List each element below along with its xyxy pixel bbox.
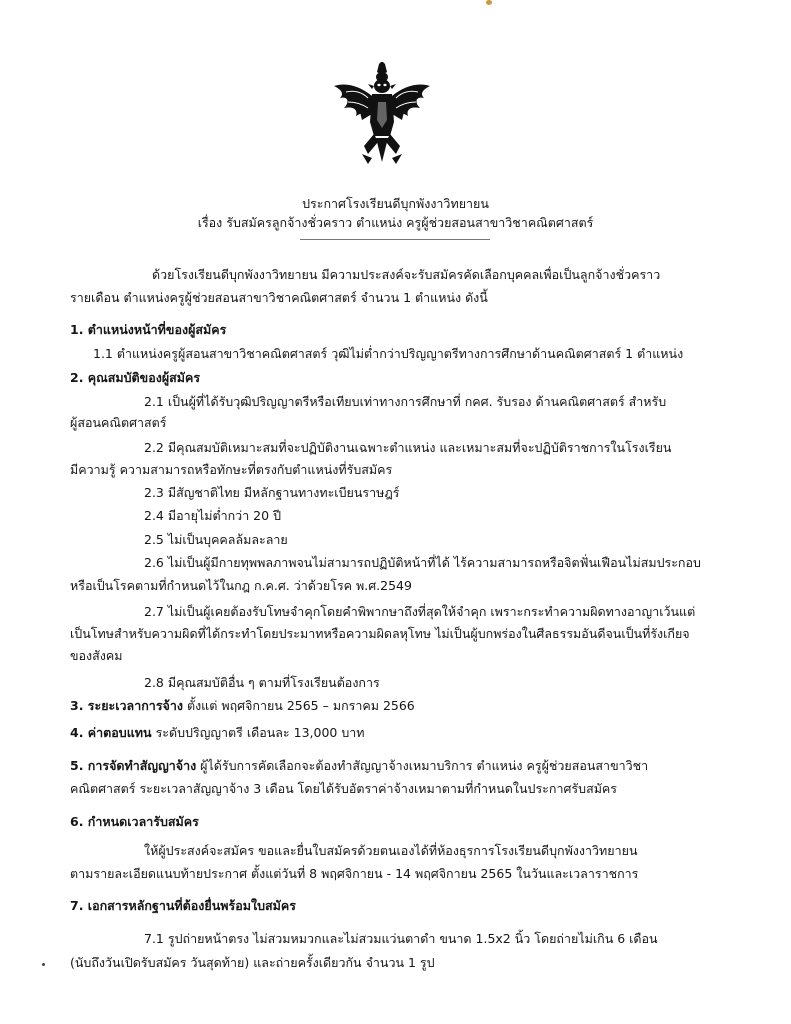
intro-line-2: รายเดือน ตำแหน่งครูผู้ช่วยสอนสาขาวิชาคณิตศาสตร์ จำนวน 1 ตำแหน่ง ดังนี้ <box>70 290 488 305</box>
section-6-heading: 6. กำหนดเวลารับสมัคร <box>70 814 199 829</box>
section-5-line-2: คณิตศาสตร์ ระยะเวลาสัญญาจ้าง 3 เดือน โดยได้รับอัตราค่าจ้างเหมาตามที่กำหนดในประกาศรับสมัคร <box>70 781 618 796</box>
intro-line-1: ด้วยโรงเรียนดีบุกพังงาวิทยายน มีความประสงค์จะรับสมัครคัดเลือกบุคคลเพื่อเป็นลูกจ้างชั่วคราว <box>152 267 661 282</box>
item-2-6-line-1: 2.6 ไม่เป็นผู้มีกายทุพพลภาพจนไม่สามารถปฏิบัติหน้าที่ได้ ไร้ความสามารถหรือจิตฟั่นเฟือนไม่สมประกอบ <box>144 555 701 570</box>
section-5-text: ผู้ได้รับการคัดเลือกจะต้องทำสัญญาจ้างเหมาบริการ ตำแหน่ง ครูผู้ช่วยสอนสาขาวิชา <box>196 758 649 773</box>
section-5-line-1 <box>70 758 648 774</box>
section-3-text: ตั้งแต่ พฤศจิกายน 2565 – มกราคม 2566 <box>182 698 415 713</box>
item-2-4: 2.4 มีอายุไม่ต่ำกว่า 20 ปี <box>144 508 281 523</box>
item-2-1-line-1: 2.1 เป็นผู้ที่ได้รับวุฒิปริญญาตรีหรือเทียบเท่าทางการศึกษาที่ กคศ. รับรอง ด้านคณิตศาสตร์ สำหรับ <box>144 394 667 409</box>
scan-speck <box>486 0 492 5</box>
announcement-title: ประกาศโรงเรียนดีบุกพังงาวิทยายน <box>302 196 489 211</box>
section-4-heading: 4. ค่าตอบแทน <box>70 725 152 740</box>
section-3-heading: 3. ระยะเวลาการจ้าง <box>70 698 183 713</box>
section-4 <box>70 725 365 741</box>
section-7-line-2: (นับถึงวันเปิดรับสมัคร วันสุดท้าย) และถ่ายครั้งเดียวกัน จำนวน 1 รูป <box>70 955 435 970</box>
section-7-heading: 7. เอกสารหลักฐานที่ต้องยื่นพร้อมใบสมัคร <box>70 898 296 913</box>
garuda-emblem-icon <box>332 62 432 166</box>
section-7-line-1: 7.1 รูปถ่ายหน้าตรง ไม่สวมหมวกและไม่สวมแว่นตาดำ ขนาด 1.5x2 นิ้ว โดยถ่ายไม่เกิน 6 เดือน <box>144 931 658 946</box>
title-divider <box>300 239 490 240</box>
item-2-2-line-1: 2.2 มีคุณสมบัติเหมาะสมที่จะปฏิบัติงานเฉพาะตำแหน่ง และเหมาะสมที่จะปฏิบัติราชการในโรงเรียน <box>144 440 672 455</box>
section-5-heading: 5. การจัดทำสัญญาจ้าง <box>70 758 197 773</box>
section-2-heading: 2. คุณสมบัติของผู้สมัคร <box>70 370 201 385</box>
announcement-subject: เรื่อง รับสมัครลูกจ้างชั่วคราว ตำแหน่ง ครูผู้ช่วยสอนสาขาวิชาคณิตศาสตร์ <box>197 215 594 230</box>
item-2-7-line-1: 2.7 ไม่เป็นผู้เคยต้องรับโทษจำคุกโดยคำพิพากษาถึงที่สุดให้จำคุก เพราะกระทำความผิดทางอาญาเว้นแต่ <box>144 604 696 619</box>
section-3 <box>70 698 415 714</box>
item-2-7-line-3: ของสังคม <box>70 648 123 663</box>
item-2-7-line-2: เป็นโทษสำหรับความผิดที่ได้กระทำโดยประมาทหรือความผิดลหุโทษ ไม่เป็นผู้บกพร่องในศีลธรรมอันดีจนเป็นที่รังเกียจ <box>70 626 690 641</box>
item-2-6-line-2: หรือเป็นโรคตามที่กำหนดไว้ในกฎ ก.ค.ศ. ว่าด้วยโรค พ.ศ.2549 <box>70 578 412 593</box>
section-6-line-1: ให้ผู้ประสงค์จะสมัคร ขอและยื่นใบสมัครด้วยตนเองได้ที่ห้องธุรการโรงเรียนดีบุกพังงาวิทยายน <box>144 843 638 858</box>
section-1-heading: 1. ตำแหน่งหน้าที่ของผู้สมัคร <box>70 322 227 337</box>
item-2-8: 2.8 มีคุณสมบัติอื่น ๆ ตามที่โรงเรียนต้องการ <box>144 675 380 690</box>
scan-speck <box>42 963 45 966</box>
section-4-text: ระดับปริญญาตรี เดือนละ 13,000 บาท <box>151 725 365 740</box>
section-6-line-2: ตามรายละเอียดแนบท้ายประกาศ ตั้งแต่วันที่ 8 พฤศจิกายน - 14 พฤศจิกายน 2565 ในวันและเวลาราชการ <box>70 866 639 881</box>
item-2-2-line-2: มีความรู้ ความสามารถหรือทักษะที่ตรงกับตำแหน่งที่รับสมัคร <box>70 462 393 477</box>
item-2-5: 2.5 ไม่เป็นบุคคลล้มละลาย <box>144 532 288 547</box>
item-2-1-line-2: ผู้สอนคณิตศาสตร์ <box>70 415 167 430</box>
item-2-3: 2.3 มีสัญชาติไทย มีหลักฐานทางทะเบียนราษฎร์ <box>144 485 400 500</box>
section-1-item-1: 1.1 ตำแหน่งครูผู้สอนสาขาวิชาคณิตศาสตร์ วุฒิไม่ต่ำกว่าปริญญาตรีทางการศึกษาด้านคณิตศาสตร์ 1 ตำแหน่ง <box>93 346 684 361</box>
